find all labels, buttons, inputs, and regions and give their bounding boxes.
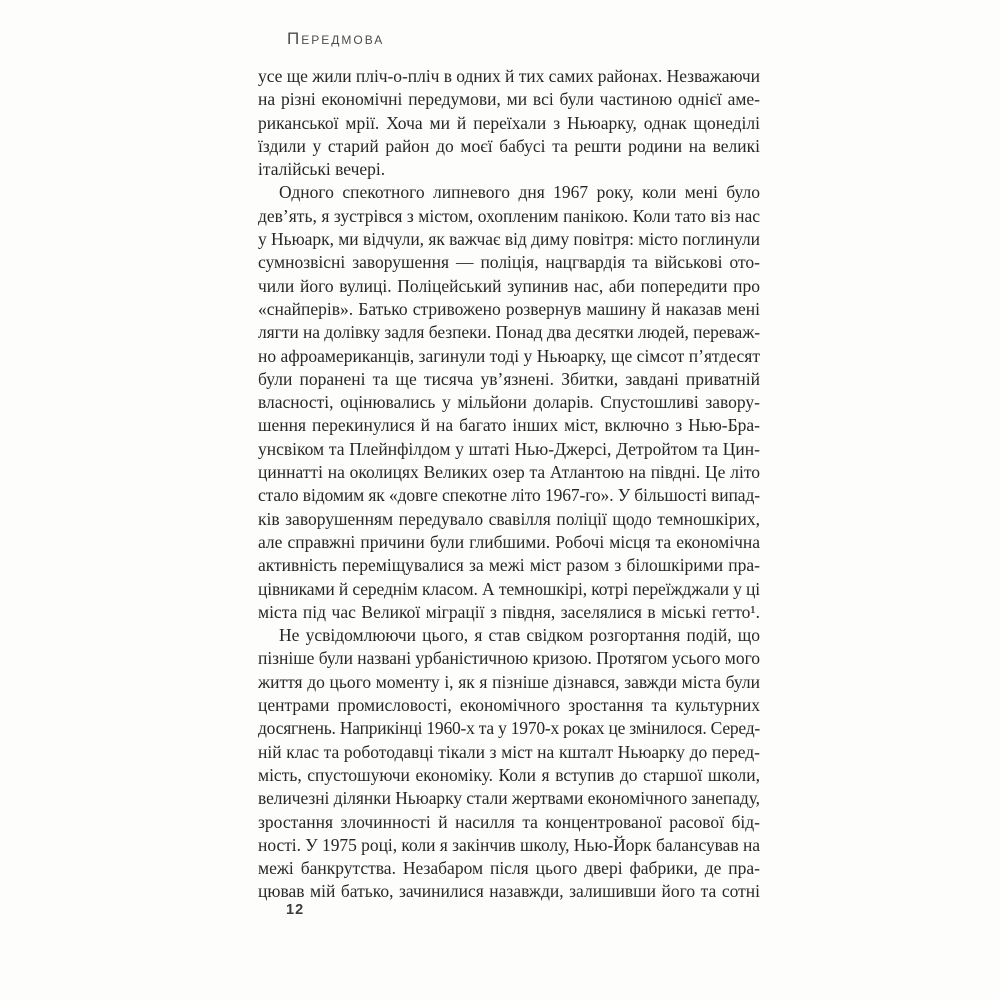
text-line: пізніше були названі урбаністичною кризою. Протягом усього мого (258, 648, 760, 669)
text-line: життя до цього моменту і, як я пізніше дізнався, завжди міста були (258, 671, 760, 692)
text-line: но афроамериканців, загинули тоді у Ньюарку, ще сімсот п’ятдесят (258, 345, 760, 366)
text-line: ності. У 1975 році, коли я закінчив школу, Нью-Йорк балансував на (258, 834, 760, 855)
text-line: були поранені та ще тисяча ув’язнені. Збитки, завдані приватній (258, 368, 761, 389)
text-line: у Ньюарк, ми відчули, як важчає від диму повітря: місто поглинули (258, 229, 760, 250)
text-line: величезні ділянки Ньюарку стали жертвами економічного занепаду, (258, 788, 760, 809)
text-line: усе ще жили пліч-о-пліч в одних й тих самих районах. Незважаючи (258, 66, 760, 86)
text-line: Одного спекотного липневого дня 1967 року, коли мені було (279, 182, 760, 203)
text-line: цював мій батько, зачинилися назавжди, залишивши його та сотні (258, 881, 760, 902)
text-line: чили його вулиці. Поліцейський зупинив нас, аби попередити про (258, 275, 760, 296)
text-line: ків заворушенням передувало свавілля поліції щодо темношкірих, (258, 508, 760, 529)
text-line: зростання злочинності й насилля та концентрованої расової бід- (258, 811, 760, 832)
text-line: досягнень. Наприкінці 1960-х та у 1970-х роках це змінилося. Серед- (258, 718, 760, 739)
text-line: лягти на долівку задля безпеки. Понад два десятки людей, переваж- (258, 322, 761, 343)
text-line: цівниками й середнім класом. А темношкірі, котрі переїжджали у ці (258, 578, 760, 599)
text-line: мість, спустошуючи економіку. Коли я вступив до старшої школи, (258, 764, 760, 785)
text-line: сумнозвісні заворушення — поліція, нацгвардія та військові ото- (258, 252, 760, 273)
text-line: ній клас та роботодавці тікали з міст на кшталт Ньюарку до перед- (258, 741, 761, 762)
text-line: але справжні причини були глибшими. Робочі місця та економічна (258, 531, 760, 552)
text-line: риканської мрії. Хоча ми й переїхали з Ньюарку, однак щонеділі (258, 112, 760, 133)
page-number: 12 (286, 902, 305, 918)
text-line: унсвіком та Плейнфілдом у штаті Нью-Джерсі, Детройтом та Цин- (258, 438, 760, 459)
paragraph (258, 65, 760, 181)
text-line: на різні економічні передумови, ми всі були частиною однієї аме- (258, 89, 761, 110)
text-line: італійські вечері. (258, 159, 386, 180)
text-line: активність переміщувалися за межі міст разом з білошкірими пра- (258, 555, 761, 576)
text-line: власності, оцінювались у мільйони доларів. Спустошливі завору- (258, 392, 760, 413)
text-line: шення перекинулися й на багато інших міст, включно з Нью-Бра- (258, 415, 760, 436)
running-header: Передмова (287, 29, 385, 48)
text-line: центрами промисловості, економічного зростання та культурних (258, 695, 760, 716)
paragraph (258, 624, 760, 904)
text-line: циннатті на околицях Великих озер та Атлантою на півдні. Це літо (258, 462, 760, 483)
text-line: їздили у старий район до моєї бабусі та решти родини на великі (258, 135, 760, 156)
text-line: дев’ять, я зустрівся з містом, охопленим панікою. Коли тато віз нас (258, 205, 760, 226)
paragraph (258, 181, 760, 624)
text-line: міста під час Великої міграції з півдня, заселялися в міські гетто¹. (258, 601, 760, 622)
text-line: стало відомим як «довге спекотне літо 1967-го». У більшості випад- (258, 485, 760, 506)
text-line: «снайперів». Батько стривожено розвернув машину й наказав мені (258, 298, 760, 319)
text-line: межі банкрутства. Незабаром після цього двері фабрики, де пра- (258, 858, 760, 879)
text-block (258, 65, 760, 904)
text-line: Не усвідомлюючи цього, я став свідком розгортання подій, що (279, 625, 760, 646)
